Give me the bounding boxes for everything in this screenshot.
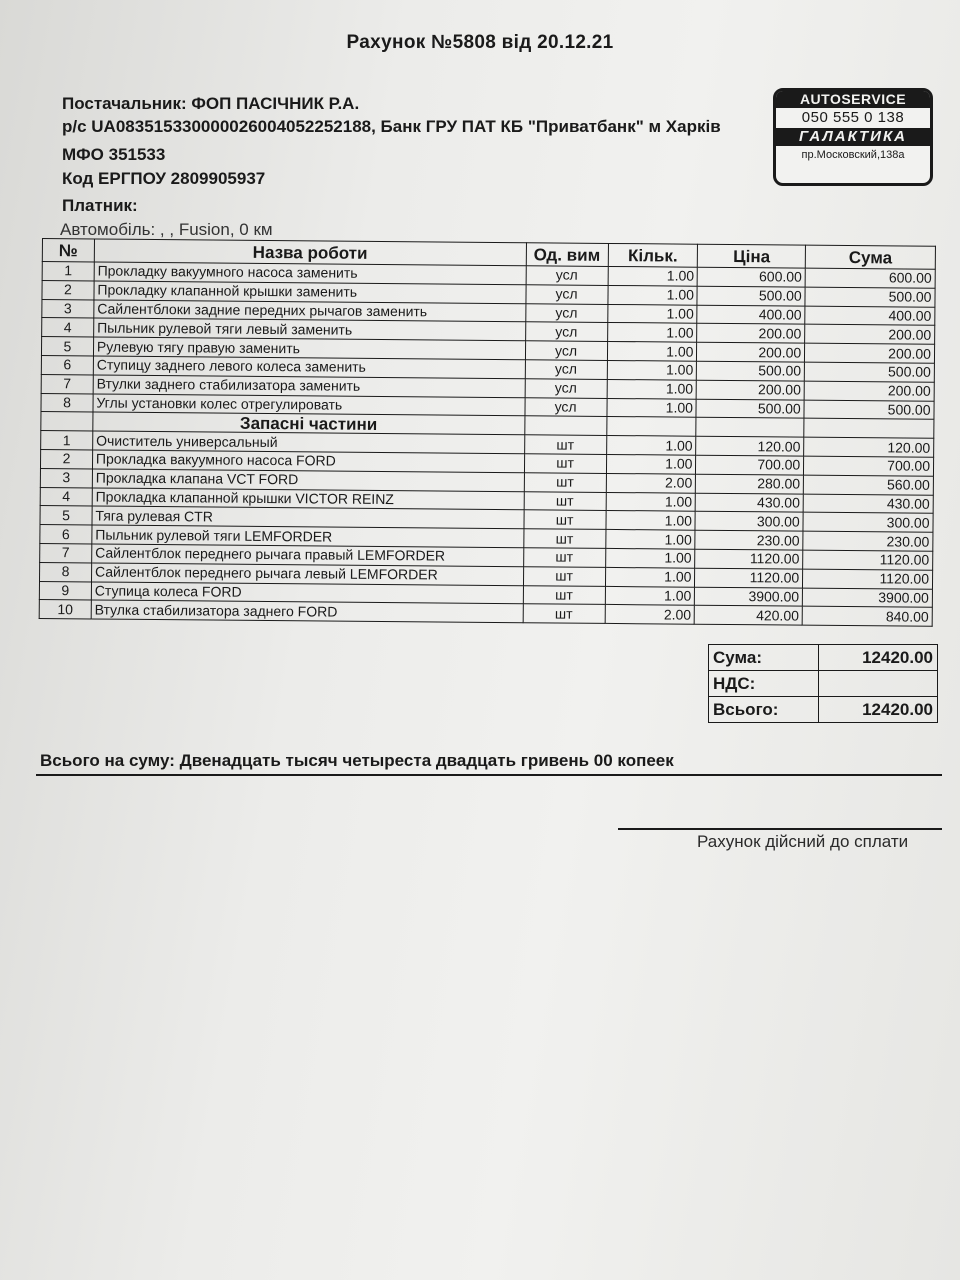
col-number: № bbox=[42, 239, 94, 262]
row-price: 200.00 bbox=[697, 342, 805, 362]
row-unit: усл bbox=[525, 341, 607, 361]
row-unit: шт bbox=[523, 604, 605, 624]
row-sum: 600.00 bbox=[805, 268, 935, 288]
row-price: 600.00 bbox=[698, 267, 806, 287]
row-sum: 200.00 bbox=[805, 325, 935, 345]
totals-vat-value bbox=[819, 671, 938, 697]
totals-vat-label: НДС: bbox=[709, 671, 819, 697]
row-qty: 1.00 bbox=[606, 492, 696, 512]
row-name: Прокладку клапанной крышки заменить bbox=[94, 281, 526, 304]
parts-rows bbox=[39, 431, 934, 627]
row-price: 700.00 bbox=[696, 455, 804, 475]
row-name: Ступицу заднего левого колеса заменить bbox=[93, 356, 525, 379]
row-price: 400.00 bbox=[697, 305, 805, 325]
row-sum: 200.00 bbox=[804, 381, 934, 401]
row-sum: 1120.00 bbox=[803, 550, 933, 570]
supplier-line: Постачальник: ФОП ПАСІЧНИК Р.А. bbox=[62, 94, 360, 113]
row-unit: усл bbox=[525, 379, 607, 399]
row-name: Втулки заднего стабилизатора заменить bbox=[93, 375, 525, 398]
row-price: 500.00 bbox=[697, 361, 805, 381]
totals-vat-row bbox=[709, 671, 938, 697]
row-number: 3 bbox=[40, 468, 92, 487]
account-line: р/с UA083515330000026004052252188, Банк ГРУ ПАТ КБ "Приватбанк" м Харків bbox=[62, 117, 721, 136]
row-price: 500.00 bbox=[697, 286, 805, 306]
row-name: Сайлентблоки задние передних рычагов заменить bbox=[94, 300, 526, 323]
row-price: 420.00 bbox=[695, 606, 803, 626]
row-sum: 230.00 bbox=[803, 531, 933, 551]
autoservice-stamp bbox=[773, 88, 933, 186]
col-unit: Од. вим bbox=[526, 243, 608, 267]
row-qty: 1.00 bbox=[605, 548, 695, 568]
row-unit: усл bbox=[525, 397, 607, 417]
col-qty: Кільк. bbox=[608, 243, 698, 267]
row-price: 280.00 bbox=[696, 474, 804, 494]
parts-heading-spacer bbox=[606, 417, 696, 437]
row-sum: 300.00 bbox=[803, 513, 933, 533]
row-number: 3 bbox=[42, 299, 94, 318]
row-qty: 1.00 bbox=[605, 586, 695, 606]
row-unit: шт bbox=[524, 510, 606, 530]
row-number: 5 bbox=[41, 337, 93, 356]
row-sum: 700.00 bbox=[804, 456, 934, 476]
col-name: Назва роботи bbox=[94, 239, 526, 266]
row-name: Очиститель универсальный bbox=[93, 431, 525, 454]
row-qty: 1.00 bbox=[606, 454, 696, 474]
row-qty: 1.00 bbox=[606, 511, 696, 531]
row-name: Сайлентблок переднего рычага правый LEMFORDER bbox=[92, 544, 524, 567]
row-number: 6 bbox=[40, 525, 92, 544]
row-price: 300.00 bbox=[695, 512, 803, 532]
parts-heading-spacer bbox=[524, 416, 606, 436]
row-price: 1120.00 bbox=[695, 549, 803, 569]
row-number: 7 bbox=[41, 374, 93, 393]
car-line: Автомобіль: , , Fusion, 0 км bbox=[60, 220, 273, 239]
totals-sum-label: Сума: bbox=[709, 645, 819, 671]
row-name: Прокладка клапана VCT FORD bbox=[92, 469, 524, 492]
divider-line bbox=[36, 774, 942, 776]
row-sum: 500.00 bbox=[804, 400, 934, 420]
totals-sum-value: 12420.00 bbox=[819, 645, 938, 671]
total-in-words: Всього на суму: Двенадцать тысяч четыреста двадцать гривень 00 копеек bbox=[40, 751, 674, 770]
col-price: Ціна bbox=[698, 244, 806, 268]
row-name: Сайлентблок переднего рычага левый LEMFORDER bbox=[91, 563, 523, 586]
row-number: 8 bbox=[40, 562, 92, 581]
row-number: 10 bbox=[39, 600, 91, 619]
validity-note: Рахунок дійсний до сплати bbox=[697, 832, 909, 851]
col-sum: Сума bbox=[805, 245, 935, 269]
totals-total-row bbox=[709, 697, 938, 723]
row-qty: 1.00 bbox=[607, 323, 697, 343]
totals-total-label: Всього: bbox=[709, 697, 819, 723]
parts-heading-spacer bbox=[41, 412, 93, 431]
row-unit: шт bbox=[524, 435, 606, 455]
row-name: Пыльник рулевой тяги LEMFORDER bbox=[92, 525, 524, 548]
row-number: 1 bbox=[42, 262, 94, 281]
row-unit: шт bbox=[524, 491, 606, 511]
row-qty: 1.00 bbox=[607, 285, 697, 305]
row-price: 200.00 bbox=[697, 324, 805, 344]
row-qty: 1.00 bbox=[608, 266, 698, 286]
parts-heading-spacer bbox=[696, 418, 804, 438]
stamp-brand: ГАЛАКТИКА bbox=[776, 128, 930, 146]
row-price: 1120.00 bbox=[695, 568, 803, 588]
row-sum: 200.00 bbox=[805, 343, 935, 363]
parts-heading-spacer bbox=[804, 419, 934, 439]
row-unit: шт bbox=[523, 566, 605, 586]
row-unit: усл bbox=[526, 266, 608, 286]
invoice-title: Рахунок №5808 від 20.12.21 bbox=[346, 32, 614, 53]
row-name: Втулка стабилизатора заднего FORD bbox=[91, 600, 523, 623]
row-number: 9 bbox=[39, 581, 91, 600]
row-number: 6 bbox=[41, 355, 93, 374]
row-qty: 1.00 bbox=[605, 530, 695, 550]
row-number: 1 bbox=[41, 431, 93, 450]
row-price: 200.00 bbox=[697, 380, 805, 400]
row-qty: 2.00 bbox=[606, 473, 696, 493]
row-unit: шт bbox=[523, 529, 605, 549]
row-unit: усл bbox=[525, 303, 607, 323]
row-name: Прокладка вакуумного насоса FORD bbox=[92, 450, 524, 473]
row-sum: 1120.00 bbox=[803, 569, 933, 589]
row-sum: 560.00 bbox=[804, 475, 934, 495]
row-number: 4 bbox=[42, 318, 94, 337]
row-sum: 840.00 bbox=[802, 606, 932, 626]
row-unit: усл bbox=[526, 285, 608, 305]
stamp-top: AUTOSERVICE bbox=[776, 91, 930, 108]
works-rows bbox=[41, 262, 935, 420]
row-name: Ступица колеса FORD bbox=[91, 581, 523, 604]
row-unit: шт bbox=[523, 585, 605, 605]
row-number: 8 bbox=[41, 393, 93, 412]
row-sum: 430.00 bbox=[803, 494, 933, 514]
row-name: Тяга рулевая CTR bbox=[92, 506, 524, 529]
stamp-address: пр.Московский,138а bbox=[801, 149, 905, 161]
row-price: 500.00 bbox=[696, 399, 804, 419]
row-sum: 3900.00 bbox=[803, 588, 933, 608]
row-price: 230.00 bbox=[695, 530, 803, 550]
row-sum: 400.00 bbox=[805, 306, 935, 326]
row-qty: 1.00 bbox=[607, 342, 697, 362]
row-qty: 1.00 bbox=[607, 379, 697, 399]
row-name: Пыльник рулевой тяги левый заменить bbox=[94, 318, 526, 341]
row-sum: 500.00 bbox=[805, 287, 935, 307]
parts-heading: Запасні частини bbox=[93, 412, 525, 435]
row-unit: усл bbox=[525, 360, 607, 380]
row-qty: 1.00 bbox=[607, 398, 697, 418]
row-price: 120.00 bbox=[696, 436, 804, 456]
row-qty: 1.00 bbox=[606, 436, 696, 456]
row-qty: 1.00 bbox=[607, 360, 697, 380]
row-name: Прокладка клапанной крышки VICTOR REINZ bbox=[92, 488, 524, 511]
totals-total-value: 12420.00 bbox=[819, 697, 938, 723]
row-qty: 1.00 bbox=[605, 567, 695, 587]
row-sum: 500.00 bbox=[804, 362, 934, 382]
row-unit: шт bbox=[524, 454, 606, 474]
row-number: 2 bbox=[40, 449, 92, 468]
row-number: 2 bbox=[42, 280, 94, 299]
row-qty: 2.00 bbox=[605, 605, 695, 625]
payer-line: Платник: bbox=[62, 196, 138, 215]
row-number: 7 bbox=[40, 543, 92, 562]
row-price: 3900.00 bbox=[695, 587, 803, 607]
row-unit: шт bbox=[524, 472, 606, 492]
row-unit: усл bbox=[525, 322, 607, 342]
row-qty: 1.00 bbox=[607, 304, 697, 324]
totals-table bbox=[708, 644, 938, 723]
row-name: Углы установки колес отрегулировать bbox=[93, 394, 525, 417]
totals-sum-row bbox=[709, 645, 938, 671]
row-price: 430.00 bbox=[696, 493, 804, 513]
row-number: 4 bbox=[40, 487, 92, 506]
mfo-line: МФО 351533 bbox=[62, 145, 166, 164]
stamp-phone: 050 555 0 138 bbox=[801, 109, 905, 126]
edrpou-line: Код ЕРГПОУ 2809905937 bbox=[62, 169, 266, 188]
row-number: 5 bbox=[40, 506, 92, 525]
signature-line bbox=[618, 828, 942, 830]
row-name: Прокладку вакуумного насоса заменить bbox=[94, 262, 526, 285]
invoice-table bbox=[39, 238, 936, 627]
row-unit: шт bbox=[523, 548, 605, 568]
row-sum: 120.00 bbox=[804, 437, 934, 457]
row-name: Рулевую тягу правую заменить bbox=[93, 337, 525, 360]
